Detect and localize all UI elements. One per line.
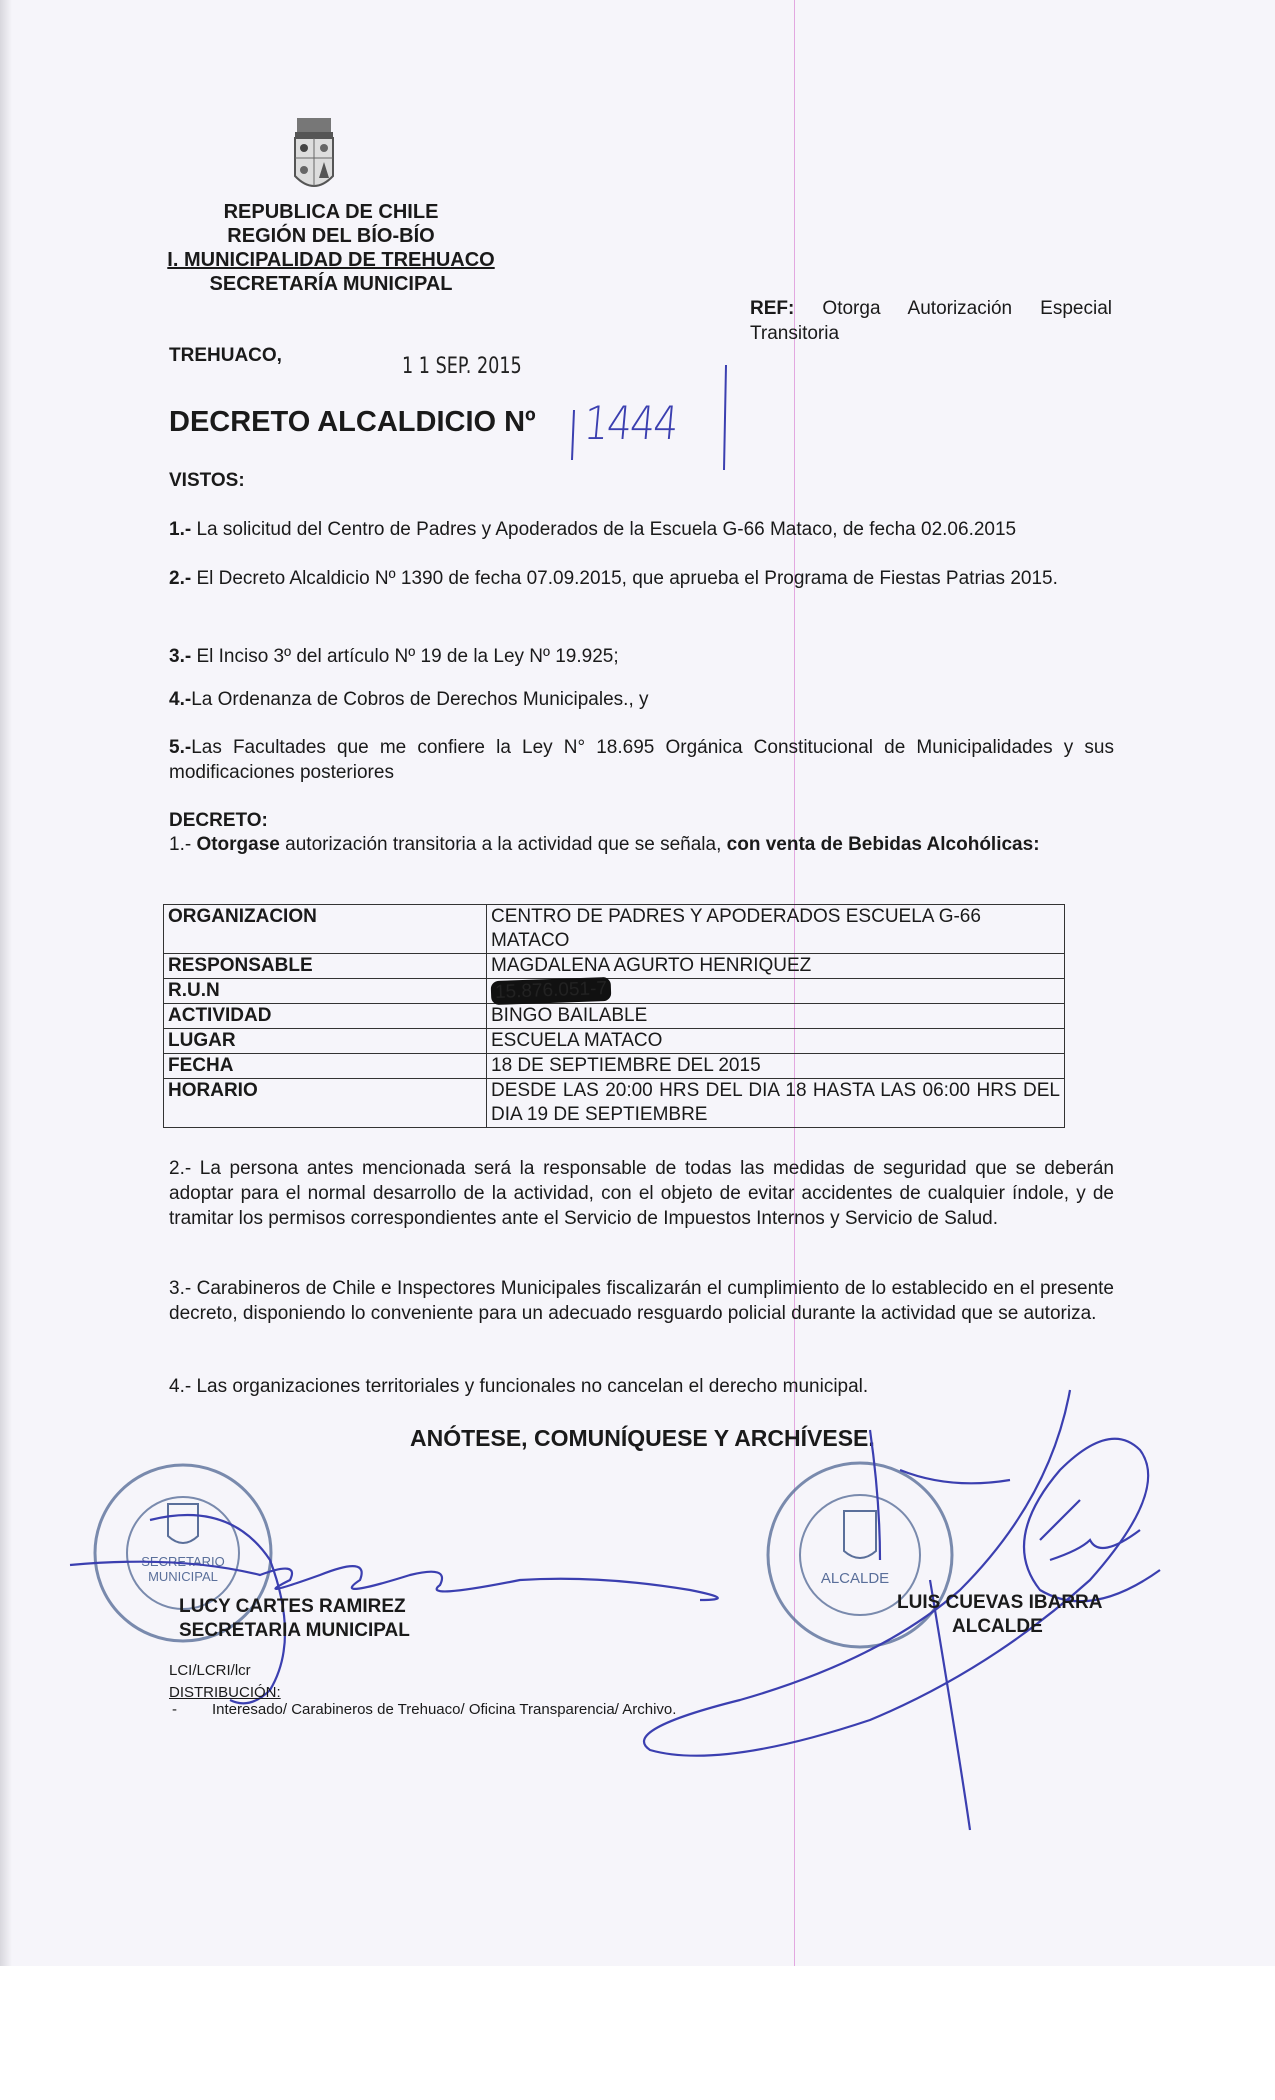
ref-block [750,296,1112,346]
vistos-item: 2.- El Decreto Alcaldicio Nº 1390 de fecha 07.09.2015, que aprueba el Programa de Fiestas Patrias 2015. [169,568,1058,589]
table-row: R.U.N 15.876.051-7 [164,979,1065,1004]
vistos-item: 5.-Las Facultades que me confiere la Ley N° 18.695 Orgánica Constitucional de Municipalidades y sus modificaciones posteriores [169,737,1114,783]
table-row: FECHA 18 DE SEPTIEMBRE DEL 2015 [164,1054,1065,1079]
place: TREHUACO, [169,345,282,366]
distribution-heading: DISTRIBUCIÓN: [169,1684,281,1701]
distribution-list: Interesado/ Carabineros de Trehuaco/ Oficina Transparencia/ Archivo. [212,1701,677,1718]
decreto-paragraph-1: 1.- Otorgase autorización transitoria a la actividad que se señala, con venta de Bebidas Alcohólicas: [169,834,1040,855]
initials: LCI/LCRI/lcr [169,1662,251,1679]
vistos-item: 1.- La solicitud del Centro de Padres y Apoderados de la Escuela G-66 Mataco, de fecha 02.06.2015 [169,519,1017,540]
header-region: REGIÓN DEL BÍO-BÍO [227,225,435,247]
scan-edge [0,0,12,1966]
decreto-paragraph-4: 4.- Las organizaciones territoriales y funcionales no cancelan el derecho municipal. [169,1376,869,1397]
svg-text:ALCALDE: ALCALDE [820,1570,890,1587]
header-municipalidad: I. MUNICIPALIDAD DE TREHUACO [167,249,495,271]
number-strokes [566,360,736,470]
decreto-paragraph-2: 2.- La persona antes mencionada será la responsable de todas las medidas de seguridad que se deberán adoptar para el normal desarrollo de la actividad, con el objeto de evitar accidentes de cualquier índole, y de tramitar los permisos correspondientes ante el Servicio de Impuestos Internos y Servicio de Salud. [169,1158,1114,1229]
decreto-paragraph-3: 3.- Carabineros de Chile e Inspectores Municipales fiscalizarán el cumplimiento de lo establecido en el presente decreto, disponiendo lo conveniente para un adecuado resguardo policial durante la actividad que se autoriza. [169,1278,1114,1324]
activity-table [163,904,1065,1128]
page-title: DECRETO ALCALDICIO Nº [169,406,536,438]
header-secretaria: SECRETARÍA MUNICIPAL [209,273,453,295]
table-row: ACTIVIDAD BINGO BAILABLE [164,1004,1065,1029]
table-row: RESPONSABLE MAGDALENA AGURTO HENRIQUEZ [164,954,1065,979]
ref-label: REF: [750,298,795,319]
distribution-bullet: - [172,1701,177,1718]
secretary-role: SECRETARIA MUNICIPAL [179,1620,410,1641]
mayor-role: ALCALDE [952,1616,1043,1637]
mayor-stamp [760,1455,960,1655]
header-republica: REPUBLICA DE CHILE [223,201,439,223]
decree-number-handwritten: 1444 [581,396,680,450]
mayor-name: LUIS CUEVAS IBARRA [897,1592,1103,1613]
vistos-heading: VISTOS: [169,470,245,491]
table-row: ORGANIZACION CENTRO DE PADRES Y APODERADOS ESCUELA G-66 MATACO [164,905,1065,954]
date-stamp: 1 1 SEP. 2015 [402,354,522,379]
vistos-item: 4.-La Ordenanza de Cobros de Derechos Municipales., y [169,689,649,710]
svg-text:MUNICIPAL: MUNICIPAL [148,1569,218,1584]
decreto-heading: DECRETO: [169,810,268,831]
table-row: HORARIO DESDE LAS 20:00 HRS DEL DIA 18 HASTA LAS 06:00 HRS DEL DIA 19 DE SEPTIEMBRE [164,1079,1065,1128]
table-row: LUGAR ESCUELA MATACO [164,1029,1065,1054]
secretary-name: LUCY CARTES RAMIREZ [179,1596,406,1617]
closing-formula: ANÓTESE, COMUNÍQUESE Y ARCHÍVESE. [410,1425,875,1451]
redacted-run: 15.876.051-7 [491,977,612,1005]
vistos-item: 3.- El Inciso 3º del artículo Nº 19 de la Ley Nº 19.925; [169,646,619,667]
ref-text: Otorga Autorización Especial Transitoria [750,298,1113,344]
svg-text:SECRETARIO: SECRETARIO [141,1554,225,1569]
municipal-crest-icon [289,116,339,196]
